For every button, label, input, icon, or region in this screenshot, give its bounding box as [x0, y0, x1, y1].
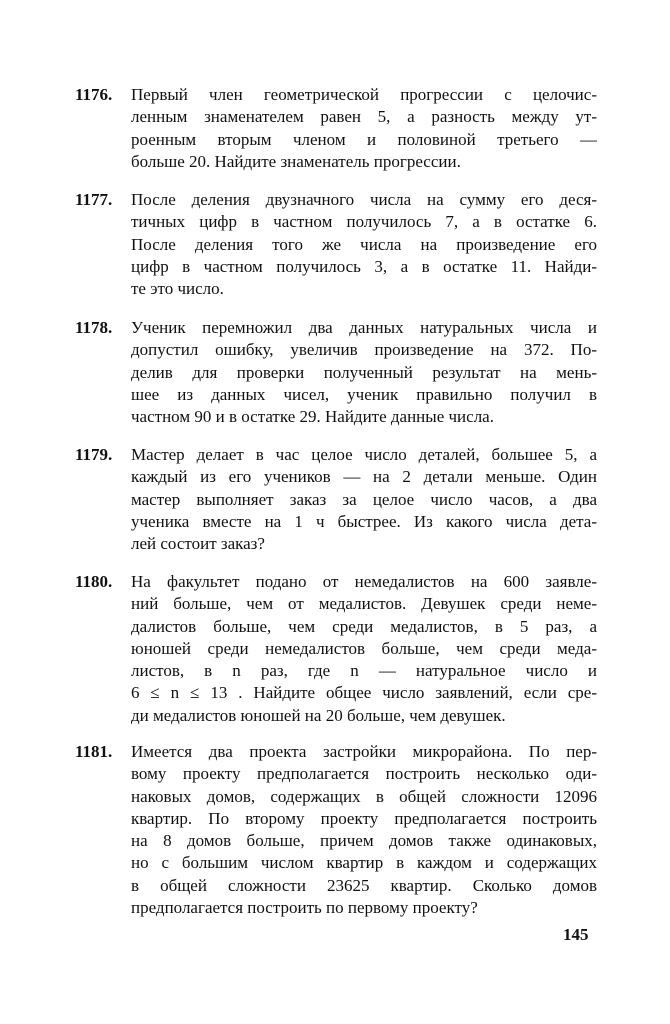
text-line: юношей среди немедалистов больше, чем среди меда-: [131, 638, 597, 658]
problem-1176: [75, 84, 597, 173]
text-line: шее из данных чисел, ученик правильно получил в: [131, 384, 597, 404]
text-line: На факультет подано от немедалистов на 600 заявле-: [131, 572, 597, 591]
page-number: 145: [563, 925, 589, 944]
text-line: тичных цифр в частном получилось 7, а в остатке 6.: [131, 212, 597, 232]
text-line: После деления двузначного числа на сумму его деся-: [131, 190, 597, 209]
text-line: После деления того же числа на произведение его: [131, 234, 597, 254]
problem-text: [131, 317, 597, 428]
problem-number: 1179.: [75, 445, 113, 464]
text-line: допустил ошибку, увеличив произведение на 372. По-: [131, 340, 597, 360]
text-line: мастер выполняет заказ за целое число часов, а два: [131, 489, 597, 509]
text-line: 6 ≤ n ≤ 13 . Найдите общее число заявлений, если сре-: [131, 683, 597, 703]
text-line: Мастер делает в час целое число деталей, большее 5, а: [131, 445, 597, 464]
text-line: ленным знаменателем равен 5, а разность между ут-: [131, 107, 597, 127]
text-line: на 8 домов больше, причем домов также одинаковых,: [131, 831, 597, 851]
text-line: Первый член геометрической прогрессии с целочис-: [131, 85, 597, 104]
text-line: больше 20. Найдите знаменатель прогрессии.: [131, 151, 461, 171]
text-line: предполагается построить по первому проекту?: [131, 898, 478, 918]
text-line: ди медалистов юношей на 20 больше, чем девушек.: [131, 705, 506, 725]
problem-text: [131, 84, 597, 173]
text-line: те это число.: [131, 279, 224, 299]
text-line: цифр в частном получилось 3, а в остатке 11. Найди-: [131, 256, 597, 276]
text-line: вому проекту предполагается построить несколько оди-: [131, 764, 597, 784]
problem-1180: [75, 571, 597, 727]
problem-text: [131, 444, 597, 555]
text-line: ученика вместе на 1 ч быстрее. Из какого числа дета-: [131, 511, 597, 531]
text-line: листов, в n раз, где n — натуральное число и: [131, 661, 597, 681]
problem-1181: [75, 741, 597, 919]
problem-text: [131, 571, 597, 727]
text-line: Ученик перемножил два данных натуральных числа и: [131, 318, 597, 337]
problem-number: 1180.: [75, 572, 113, 591]
problem-1179: [75, 444, 597, 555]
problem-number: 1178.: [75, 318, 113, 337]
text-line: частном 90 и в остатке 29. Найдите данные числа.: [131, 407, 494, 427]
text-line: каждый из его учеников — на 2 детали меньше. Один: [131, 467, 597, 487]
text-line: лей состоит заказ?: [131, 534, 265, 554]
problem-text: [131, 189, 597, 300]
text-line: далистов больше, чем среди медалистов, в 5 раз, а: [131, 616, 597, 636]
text-line: наковых домов, содержащих в общей сложности 12096: [131, 786, 597, 806]
problem-number: 1177.: [75, 190, 113, 209]
text-line: но с большим числом квартир в каждом и содержащих: [131, 853, 597, 873]
problem-text: [131, 741, 597, 919]
problem-number: 1181.: [75, 742, 113, 761]
problem-1177: [75, 189, 597, 300]
text-line: ний больше, чем от медалистов. Девушек среди неме-: [131, 594, 597, 614]
text-line: квартир. По второму проекту предполагается построить: [131, 808, 597, 828]
text-line: роенным вторым членом и половиной третьего —: [131, 129, 597, 149]
text-line: Имеется два проекта застройки микрорайона. По пер-: [131, 742, 597, 761]
text-line: в общей сложности 23625 квартир. Сколько домов: [131, 875, 597, 895]
problem-1178: [75, 317, 597, 428]
problem-number: 1176.: [75, 85, 113, 104]
text-line: делив для проверки полученный результат на мень-: [131, 362, 597, 382]
